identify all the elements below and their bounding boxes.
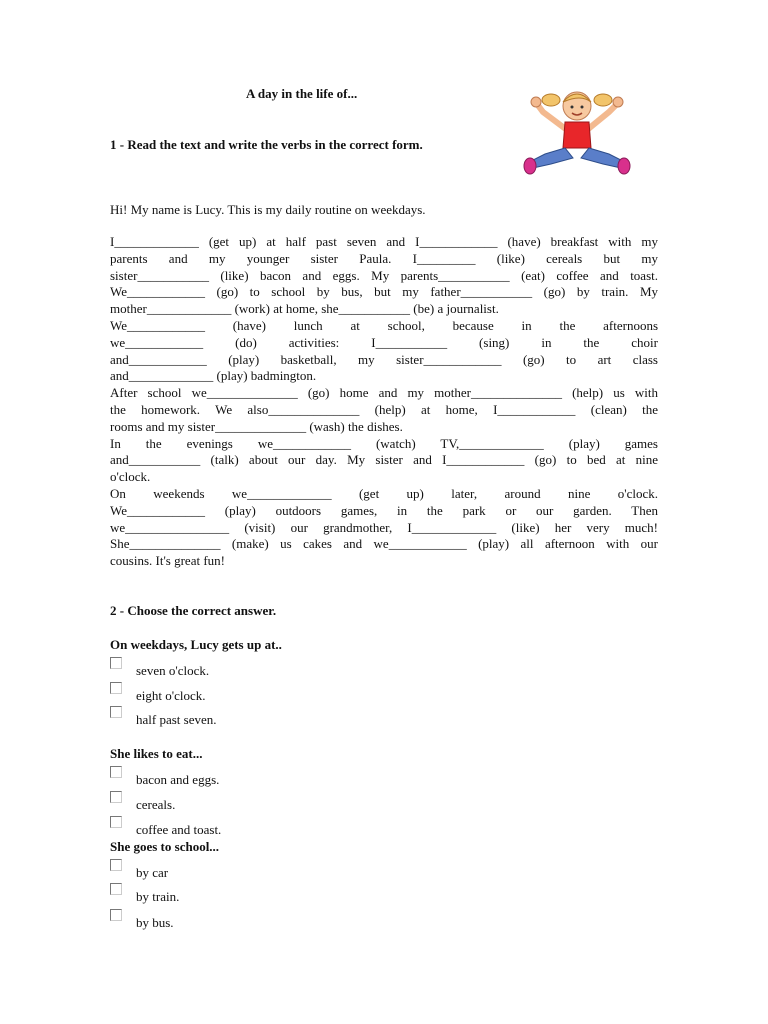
intro-text: Hi! My name is Lucy. This is my daily routine on weekdays.	[110, 202, 426, 217]
passage-line: and___________ (talk) about our day. My sister and I____________ (go) to bed at nine	[110, 452, 658, 468]
option-label: cereals.	[136, 797, 176, 812]
passage-line: We____________ (play) outdoors games, in the park or our garden. Then	[110, 502, 658, 518]
passage-line: We____________ (go) to school by bus, but my father___________ (go) by train. My	[110, 284, 658, 300]
passage-line: we________________ (visit) our grandmother, I_____________ (like) her very much!	[110, 519, 658, 535]
question-2: She likes to eat...	[110, 746, 203, 761]
passage-line: and_____________ (play) badmington.	[110, 368, 317, 384]
option-label: eight o'clock.	[136, 688, 206, 703]
passage-line: and____________ (play) basketball, my sister____________ (go) to art class	[110, 351, 658, 367]
option-label: by bus.	[136, 915, 174, 930]
checkbox-icon[interactable]	[110, 909, 122, 921]
passage-line: the homework. We also______________ (help) at home, I____________ (clean) the	[110, 401, 658, 417]
option-label: half past seven.	[136, 712, 217, 727]
exercise-1-heading: 1 - Read the text and write the verbs in the correct form.	[110, 137, 423, 152]
option-label: by car	[136, 865, 169, 880]
passage-line: We____________ (have) lunch at school, because in the afternoons	[110, 317, 658, 333]
passage-line: After school we______________ (go) home and my mother______________ (help) us with	[110, 385, 658, 401]
passage-line: o'clock.	[110, 469, 151, 485]
passage-line: parents and my younger sister Paula. I_________ (like) cereals but my	[110, 250, 658, 266]
passage-line: She______________ (make) us cakes and we____________ (play) all afternoon with our	[110, 536, 658, 552]
checkbox-icon[interactable]	[110, 883, 122, 895]
fill-in-passage	[110, 234, 658, 570]
passage-line: sister___________ (like) bacon and eggs. My parents___________ (eat) coffee and toast.	[110, 267, 658, 283]
worksheet-title: A day in the life of...	[246, 86, 358, 101]
passage-line: On weekends we_____________ (get up) later, around nine o'clock.	[110, 485, 658, 501]
checkbox-icon[interactable]	[110, 682, 122, 694]
checkbox-icon[interactable]	[110, 766, 122, 778]
passage-line: we____________ (do) activities: I___________ (sing) in the choir	[110, 334, 658, 350]
option-label: coffee and toast.	[136, 822, 222, 837]
passage-line: rooms and my sister______________ (wash) the dishes.	[110, 418, 403, 434]
option-label: by train.	[136, 889, 180, 904]
checkbox-icon[interactable]	[110, 859, 122, 871]
checkbox-icon[interactable]	[110, 816, 122, 828]
question-1: On weekdays, Lucy gets up at..	[110, 637, 282, 652]
exercise-2-heading: 2 - Choose the correct answer.	[110, 603, 277, 618]
checkbox-icon[interactable]	[110, 657, 122, 669]
passage-line: In the evenings we____________ (watch) TV,_____________ (play) games	[110, 435, 658, 451]
passage-line: I_____________ (get up) at half past seven and I____________ (have) breakfast with my	[110, 234, 658, 249]
option-label: seven o'clock.	[136, 663, 210, 678]
jumping-girl-illustration	[521, 82, 634, 182]
passage-line: mother_____________ (work) at home, she___________ (be) a journalist.	[110, 301, 499, 317]
passage-line: cousins. It's great fun!	[110, 553, 225, 569]
checkbox-icon[interactable]	[110, 706, 122, 718]
option-label: bacon and eggs.	[136, 772, 220, 787]
checkbox-icon[interactable]	[110, 791, 122, 803]
question-3: She goes to school...	[110, 839, 220, 854]
